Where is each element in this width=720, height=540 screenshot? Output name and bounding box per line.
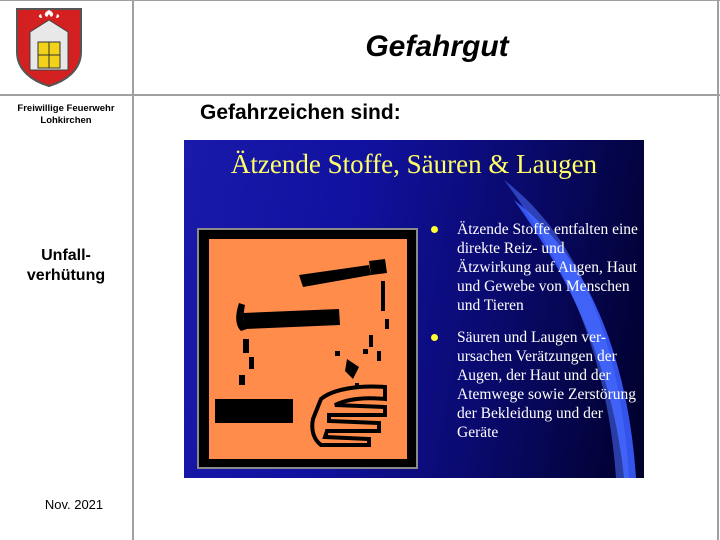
slide-image [184,140,644,478]
bullet-text: Ätzende Stoffe entfalten eine direkte Reiz- und Ätzwirkung auf Augen, Haut und Gewebe von Menschen und Tieren [457,221,638,314]
topic-line-1: Unfall- [41,247,91,264]
top-border [0,0,720,1]
org-line-2: Lohkirchen [40,115,92,126]
corrosive-hazard-icon [209,239,407,459]
page-title: Gefahrgut [365,30,509,63]
bullet-dot-icon [431,334,438,341]
section-subtitle: Gefahrzeichen sind: [200,101,401,124]
coat-of-arms-icon [14,6,84,88]
hazard-sign [209,239,407,459]
right-border [717,0,719,540]
topic-label [0,246,132,286]
bullet-list [428,220,638,455]
header-divider [0,94,720,96]
bullet-item [428,328,638,442]
topic-line-2: verhütung [26,267,106,284]
slide-title: Ätzende Stoffe, Säuren & Laugen [230,149,598,179]
organization-name [0,103,132,127]
hazard-frame [197,228,418,469]
date-label: Nov. 2021 [44,497,104,512]
org-line-1: Freiwillige Feuerwehr [17,103,115,114]
sidebar-divider [132,0,134,540]
bullet-item [428,220,638,315]
bullet-dot-icon [431,226,438,233]
bullet-text: Säuren und Laugen ver-ursachen Verätzungen der Augen, der Haut und der Atemwege sowie Zerstörung der Bekleidung und der Geräte [457,329,637,441]
